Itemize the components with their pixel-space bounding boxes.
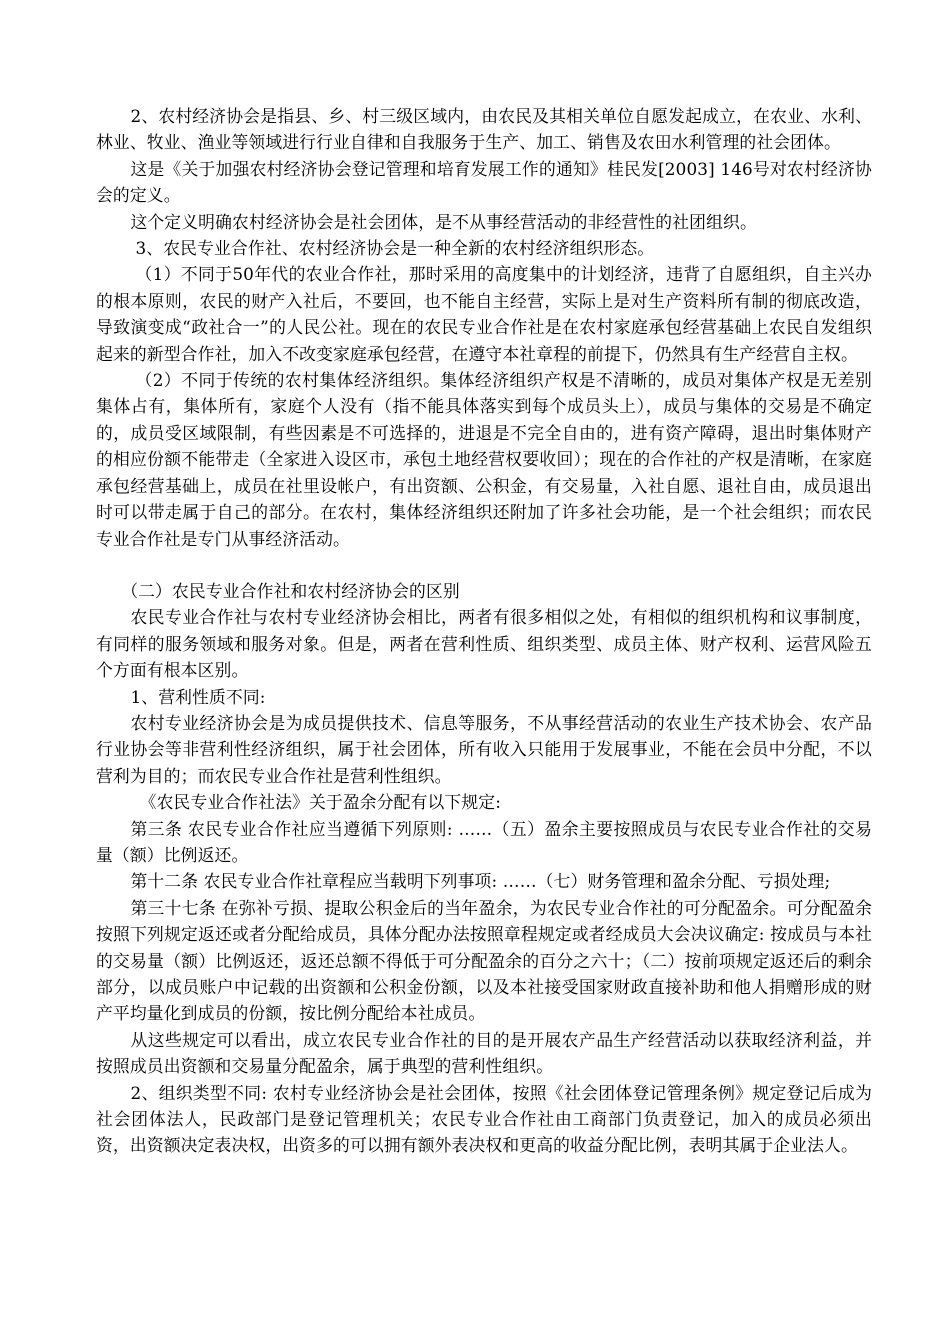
paragraph-law-surplus: 《农民专业合作社法》关于盈余分配有以下规定: bbox=[139, 792, 502, 813]
paragraph-economic-association-definition: 2、农村经济协会是指县、乡、村三级区域内，由农民及其相关单位自愿发起成立，在农业、水利、林业、牧业、渔业等领域进行行业自律和自我服务于生产、加工、销售及农田水利管理的社会团体。 bbox=[96, 106, 872, 153]
paragraph-comparison-intro: 农民专业合作社与农村专业经济协会相比，两者有很多相似之处，有相似的组织机构和议事制度，有同样的服务领域和服务对象。但是，两者在营利性质、组织类型、成员主体、财产权利、运营风险五个方面有根本区别。 bbox=[96, 607, 872, 681]
paragraph-point-2: （2）不同于传统的农村集体经济组织。集体经济组织产权是不清晰的，成员对集体产权是无差别集体占有，集体所有，家庭个人没有（指不能具体落实到每个成员头上），成员与集体的交易是不确定的，成员受区域限制，有些因素是不可选择的，进退是不完全自由的，进有资产障碍，退出时集体财产的相应份额不能带走（全家进入设区市，承包土地经营权要收回）；现在的合作社的产权是清晰，在家庭承包经营基础上，成员在社里设帐户，有出资额、公积金，有交易量，入社自愿、退社自由，成员退出时可以带走属于自己的部分。在农村，集体经济组织还附加了许多社会功能，是一个社会组织；而农民专业合作社是专门从事经济活动。 bbox=[96, 370, 872, 549]
paragraph-organization-type: 2、组织类型不同: 农村专业经济协会是社会团体，按照《社会团体登记管理条例》规定登记后成为社会团体法人，民政部门是登记管理机关；农民专业合作社由工商部门负责登记，加入的成员必须出资，出资额决定表决权，出资多的可以拥有额外表决权和更高的收益分配比例，表明其属于企业法人。 bbox=[96, 1082, 872, 1156]
paragraph-conclusion-profit: 从这些规定可以看出，成立农民专业合作社的目的是开展农产品生产经营活动以获取经济利益，并按照成员出资额和交易量分配盈余，属于典型的营利性组织。 bbox=[96, 1029, 872, 1077]
section-heading-differences: （二）农民专业合作社和农村经济协会的区别 bbox=[121, 580, 460, 601]
subheading-profit-nature: 1、营利性质不同: bbox=[130, 686, 266, 707]
paragraph-new-organization-form: 3、农民专业合作社、农村经济协会是一种全新的农村经济组织形态。 bbox=[135, 238, 655, 259]
paragraph-article-37: 第三十七条 在弥补亏损、提取公积金后的当年盈余，为农民专业合作社的可分配盈余。可分配盈余按照下列规定返还或者分配给成员，具体分配办法按照章程规定或者经成员大会决议确定: 按成员与本社的交易量（额）比例返还，返还总额不得低于可分配盈余的百分之六十；（二）按前项规定返还后的剩余部分，以成员账户中记载的出资额和公积金份额，以及本社接受国家财政直接补助和他人捐赠形成的财产平均量化到成员的份额，按比例分配给本社成员。 bbox=[96, 897, 872, 1024]
paragraph-article-12: 第十二条 农民专业合作社章程应当载明下列事项: ……（七）财务管理和盈余分配、亏损处理; bbox=[130, 871, 831, 892]
paragraph-point-1: （1）不同于50年代的农业合作社，那时采用的高度集中的计划经济，违背了自愿组织，自主兴办的根本原则，农民的财产入社后，不要回，也不能自主经营，实际上是对生产资料所有制的彻底改造，导致演变成“政社合一”的人民公社。现在的农民专业合作社是在农村家庭承包经营基础上农民自发组织起来的新型合作社，加入不改变家庭承包经营，在遵守本社章程的前提下，仍然具有生产经营自主权。 bbox=[96, 264, 872, 364]
paragraph-profit-nature: 农村专业经济协会是为成员提供技术、信息等服务，不从事经营活动的农业生产技术协会、农产品行业协会等非营利性经济组织，属于社会团体，所有收入只能用于发展事业，不能在会员中分配，不以营利为目的；而农民专业合作社是营利性组织。 bbox=[96, 712, 872, 786]
blank-line bbox=[96, 552, 872, 578]
paragraph-article-3: 第三条 农民专业合作社应当遵循下列原则: ……（五）盈余主要按照成员与农民专业合作社的交易量（额）比例返还。 bbox=[96, 818, 872, 865]
paragraph-definition-clarification: 这个定义明确农村经济协会是社会团体，是不从事经营活动的非经营性的社团组织。 bbox=[130, 211, 757, 232]
paragraph-notice-reference: 这是《关于加强农村经济协会登记管理和培育发展工作的通知》桂民发[2003] 146号对农村经济协会的定义。 bbox=[96, 158, 872, 206]
document-body bbox=[96, 103, 872, 1159]
